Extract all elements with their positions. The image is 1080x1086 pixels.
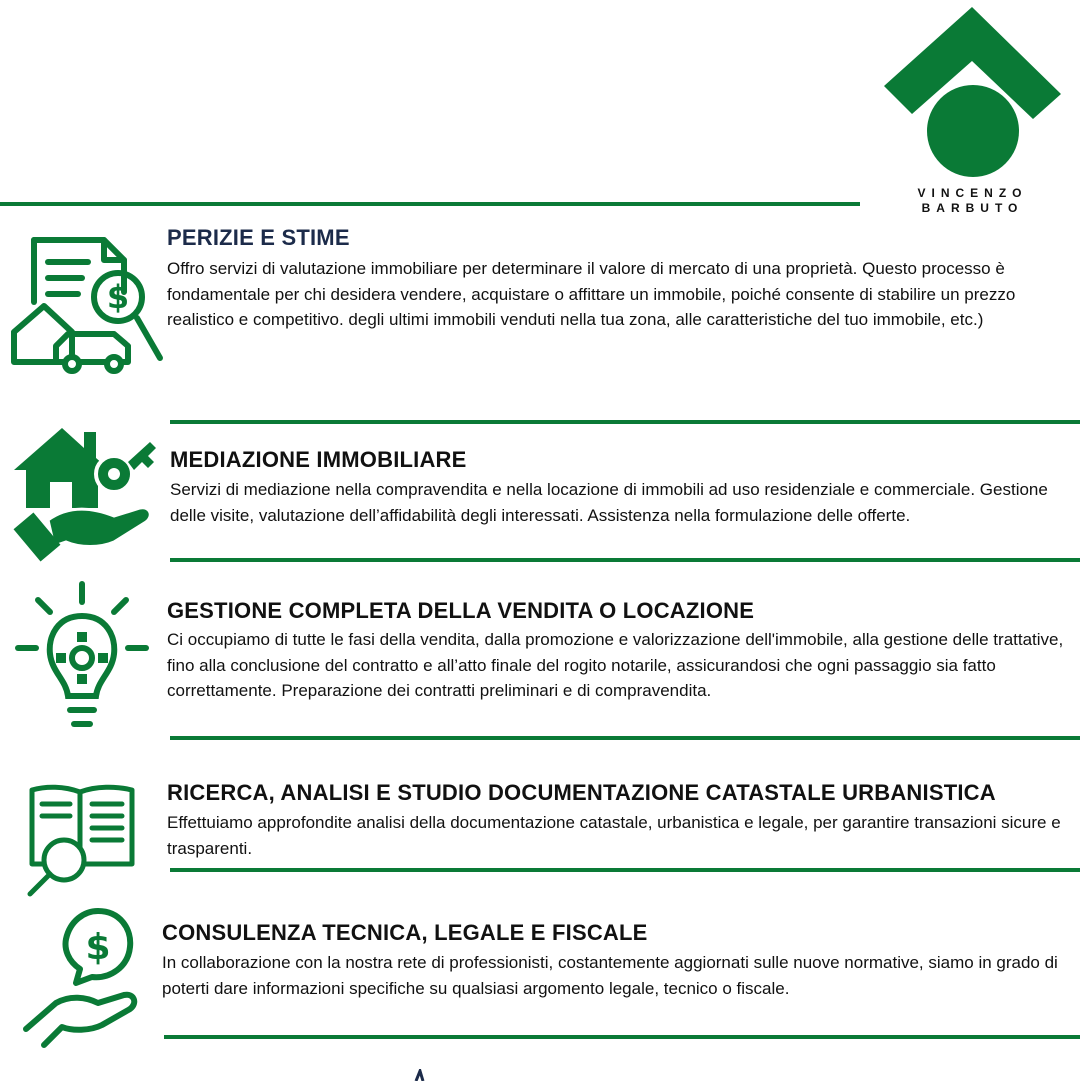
divider-5: [164, 1035, 1080, 1039]
property-valuation-icon: [10, 232, 170, 377]
divider-2: [170, 558, 1080, 562]
section-body-mediazione: Servizi di mediazione nella compravendita e nella locazione di immobili ad uso residenziale e commerciale. Gestione delle visite, valutazione dell’affidabilità degli interessati. Assistenza nella formulazione delle offerte.: [170, 480, 1048, 525]
brand-name-line2: BARBUTO: [921, 201, 1024, 215]
house-roof-logo-icon: [880, 4, 1065, 184]
brand-name-line1: VINCENZO: [917, 186, 1028, 200]
section-body-ricerca: Effettuiamo approfondite analisi della documentazione catastale, urbanistica e legale, per garantire transazioni sicure e trasparenti.: [167, 813, 1061, 858]
section-title-mediazione: MEDIAZIONE IMMOBILIARE: [170, 447, 467, 472]
bottom-decor-icon: [410, 1068, 430, 1080]
svg-text:$: $: [85, 927, 111, 968]
section-title-perizie: PERIZIE E STIME: [167, 225, 350, 250]
section-title-gestione: GESTIONE COMPLETA DELLA VENDITA O LOCAZIONE: [167, 598, 755, 623]
section-body-consulenza: In collaborazione con la nostra rete di professionisti, costantemente aggiornati sulle nuove normative, siamo in grado di poterti dare informazioni specifiche su qualsiasi argomento legale, tecnico o fiscale.: [162, 953, 1058, 998]
section-body-perizie: Offro servizi di valutazione immobiliare per determinare il valore di mercato di una proprietà. Questo processo è fondamentale per chi desidera vendere, acquistare o affittare un immobile, poiché consente di stabilire un prezzo realistico e competitivo. degli ultimi immobili venduti nella tua zona, alle caratteristiche del tuo immobile, etc.): [167, 259, 1016, 329]
book-magnifier-icon: [22, 780, 142, 900]
section-title-ricerca: RICERCA, ANALISI E STUDIO DOCUMENTAZIONE CATASTALE URBANISTICA: [167, 780, 996, 805]
svg-text:$: $: [106, 278, 130, 316]
section-body-gestione: Ci occupiamo di tutte le fasi della vendita, dalla promozione e valorizzazione dell'immobile, alla gestione delle trattative, fino alla conclusione del contratto e all’atto finale del rogito notarile, assicurandosi che ogni passaggio sia fatto correttamente. Preparazione dei contratti preliminari e di compravendita.: [167, 630, 1064, 700]
divider-1: [170, 420, 1080, 424]
house-key-hand-icon: [10, 424, 160, 564]
divider-3: [170, 736, 1080, 740]
divider-top: [0, 202, 860, 206]
brand-logo: [880, 4, 1065, 214]
lightbulb-gear-icon: [14, 580, 154, 740]
dollar-hand-icon: [20, 905, 142, 1055]
section-title-consulenza: CONSULENZA TECNICA, LEGALE E FISCALE: [162, 920, 648, 945]
divider-4: [170, 868, 1080, 872]
